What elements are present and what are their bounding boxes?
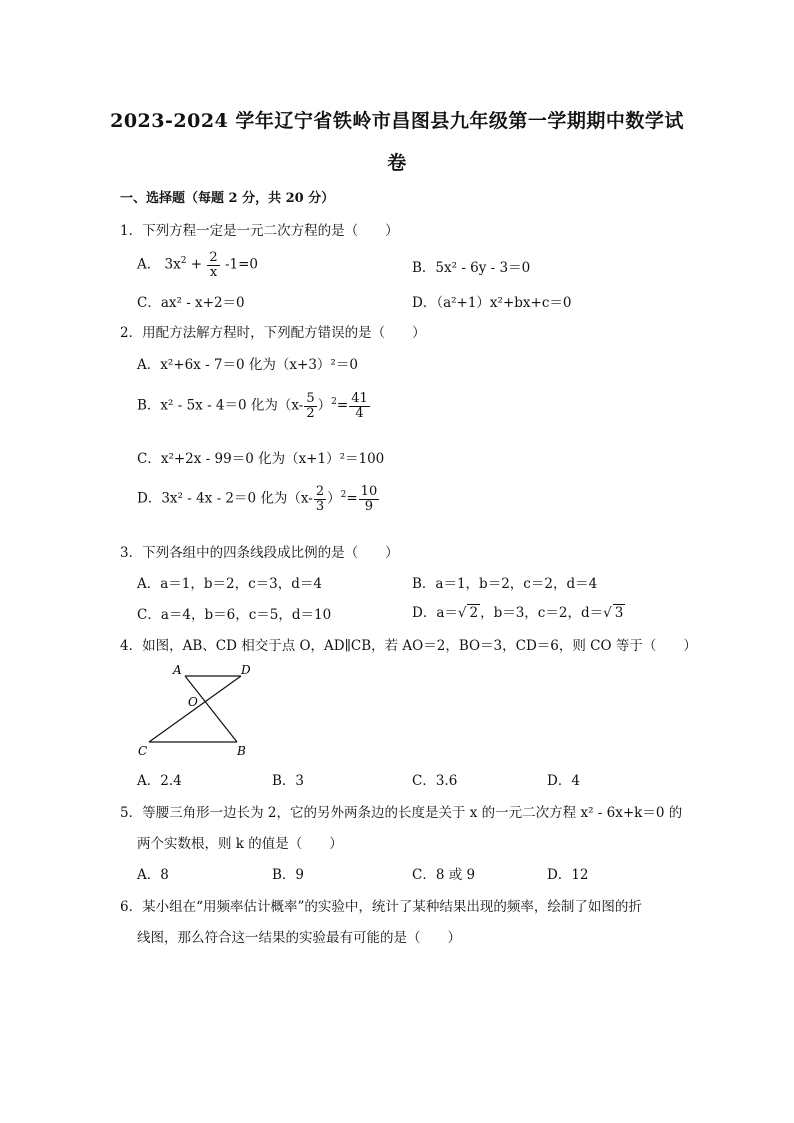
- question-1-option-c: C．ax² - x+2＝0: [137, 295, 245, 311]
- question-2-option-c: C．x²+2x - 99＝0 化为（x+1）²＝100: [137, 451, 385, 467]
- segment-ab: [185, 676, 237, 742]
- expr-part: D．3x² - 4x - 2＝0 化为（x-: [137, 490, 313, 507]
- point-label-o: O: [188, 695, 198, 709]
- page-title: 2023-2024 学年辽宁省铁岭市昌图县九年级第一学期期中数学试: [110, 110, 684, 132]
- question-3-option-a: A．a＝1，b＝2，c＝3，d＝4: [137, 576, 322, 592]
- option-label: A．: [137, 256, 161, 273]
- question-1-option-a: A． $3x^2$ + $\frac{2}{x}$ -1=0: [137, 250, 259, 280]
- question-2-option-b: B．x² - 5x - 4＝0 化为（x- $\frac{5}{2}$ ）$^2$= $\frac{41}{4}$: [137, 391, 368, 421]
- fraction: $\frac{5}{2}$: [306, 391, 315, 421]
- point-label-a: A: [173, 663, 182, 677]
- question-3-option-d: D．a＝√ 2 ，b＝3，c＝2，d＝√ 3: [412, 605, 624, 621]
- section-heading: 一、选择题（每题 2 分，共 20 分）: [120, 191, 335, 206]
- question-5-option-c: C．8 或 9: [412, 867, 476, 883]
- sqrt-radicand: 3: [614, 605, 624, 621]
- geometry-figure: [133, 660, 263, 760]
- question-2-option-d: D．3x² - 4x - 2＝0 化为（x- $\frac{2}{3}$ ）$^2$= $\frac{10}{9}$: [137, 484, 378, 514]
- question-2-stem: 2．用配方法解方程时，下列配方错误的是（ ）: [120, 325, 426, 341]
- point-label-c: C: [138, 744, 148, 758]
- expr-part: 3x: [164, 256, 181, 273]
- question-4-option-a: A．2.4: [137, 773, 182, 789]
- expr-part: +: [190, 256, 203, 273]
- point-label-b: B: [237, 744, 246, 758]
- question-6-stem-continued: 线图，那么符合这一结果的实验最有可能的是（ ）: [137, 930, 461, 946]
- question-2-option-a: A．x²+6x - 7＝0 化为（x+3）²＝0: [137, 357, 358, 373]
- question-5-stem-continued: 两个实数根，则 k 的值是（ ）: [137, 836, 343, 852]
- question-3-option-c: C．a＝4，b＝6，c＝5，d＝10: [137, 607, 332, 623]
- segment-dc: [149, 676, 241, 742]
- question-3-option-b: B．a＝1，b＝2，c＝2，d＝4: [412, 576, 598, 592]
- question-1-option-d: D．（a²+1）x²+bx+c＝0: [412, 295, 572, 311]
- question-5-stem: 5．等腰三角形一边长为 2，它的另外两条边的长度是关于 x 的一元二次方程 x² - 6x+k＝0 的: [120, 805, 683, 821]
- expr-part: -1=0: [224, 256, 259, 273]
- point-label-d: D: [241, 663, 251, 677]
- sqrt-radicand: 2: [469, 605, 479, 621]
- question-4-option-d: D．4: [547, 773, 580, 789]
- expr-part: B．x² - 5x - 4＝0 化为（x-: [137, 397, 304, 414]
- fraction: $\frac{10}{9}$: [360, 484, 378, 514]
- question-6-stem: 6．某小组在“用频率估计概率”的实验中，统计了某种结果出现的频率，绘制了如图的折: [120, 899, 642, 915]
- page-title-continued: 卷: [387, 152, 407, 174]
- question-5-option-a: A．8: [137, 867, 169, 883]
- question-1-stem: 1．下列方程一定是一元二次方程的是（ ）: [120, 223, 399, 239]
- question-5-option-b: B．9: [272, 867, 305, 883]
- fraction: $\frac{2}{x}$: [209, 250, 218, 280]
- question-5-option-d: D．12: [547, 867, 589, 883]
- question-4-option-c: C．3.6: [412, 773, 458, 789]
- question-4-stem: 4．如图，AB、CD 相交于点 O，AD∥CB，若 AO＝2，BO＝3，CD＝6，则 CO 等于（ ）: [120, 638, 697, 654]
- question-1-option-b: B．5x² - 6y - 3＝0: [412, 260, 531, 276]
- fraction: $\frac{2}{3}$: [315, 484, 325, 514]
- fraction: $\frac{41}{4}$: [351, 391, 368, 421]
- question-4-option-b: B．3: [272, 773, 305, 789]
- question-3-stem: 3．下列各组中的四条线段成比例的是（ ）: [120, 545, 399, 561]
